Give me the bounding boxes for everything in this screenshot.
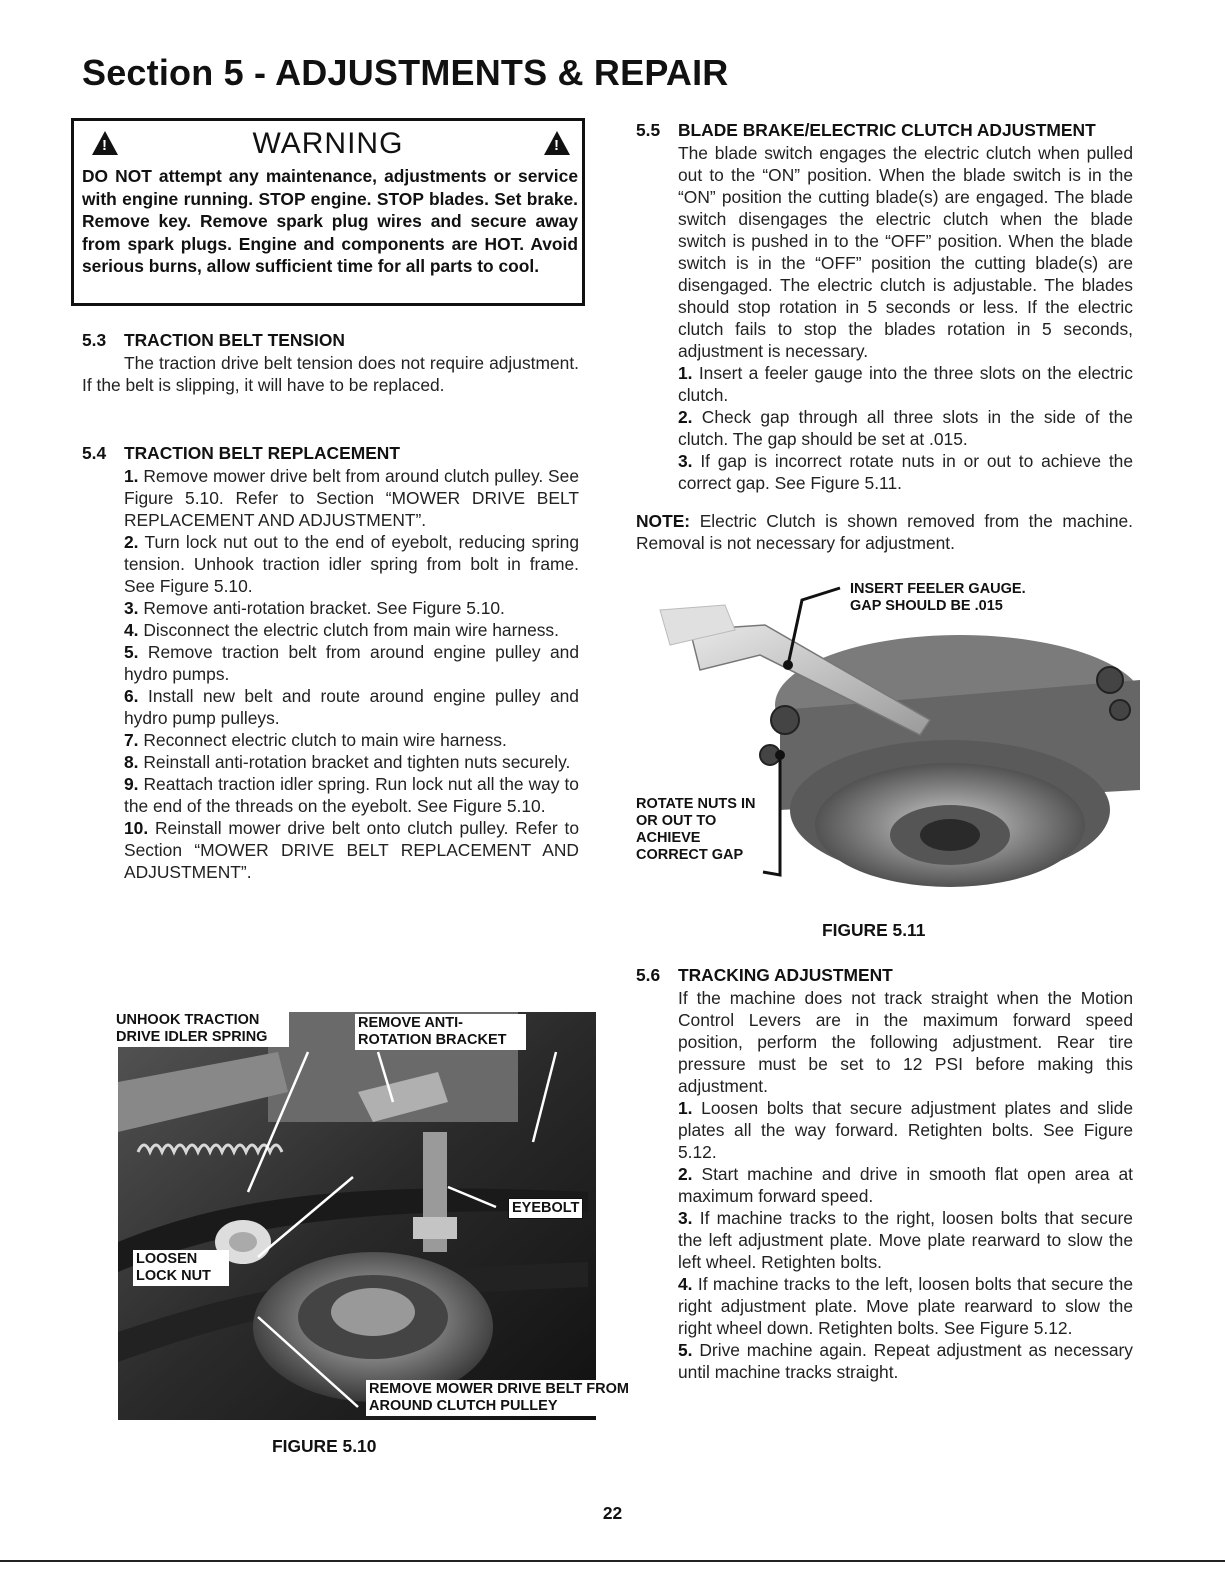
callout-rotate-nuts: ROTATE NUTS IN OR OUT TO ACHIEVE CORRECT GAP: [633, 795, 764, 865]
note: NOTE: Electric Clutch is shown removed from the machine. Removal is not necessary for adjustment.: [636, 511, 1133, 553]
warning-box: [71, 118, 585, 306]
page-number: 22: [602, 1503, 623, 1523]
step: 1. Insert a feeler gauge into the three slots on the electric clutch.: [678, 363, 1133, 405]
page-title: Section 5 - ADJUSTMENTS & REPAIR: [82, 52, 729, 93]
step: 3. If gap is incorrect rotate nuts in or out to achieve the correct gap. See Figure 5.11.: [678, 451, 1133, 493]
section-5-4-heading: 5.4 TRACTION BELT REPLACEMENT: [82, 443, 400, 463]
step: 1. Remove mower drive belt from around clutch pulley. See Figure 5.10. Refer to Section “MOWER DRIVE BELT REPLACEMENT AND ADJUSTMENT”.: [124, 466, 579, 530]
section-5-4-steps: [124, 465, 579, 883]
callout-remove-bracket: REMOVE ANTI-ROTATION BRACKET: [355, 1014, 526, 1050]
step: 2. Check gap through all three slots in the side of the clutch. The gap should be set at .015.: [678, 407, 1133, 449]
section-5-6-heading: 5.6 TRACKING ADJUSTMENT: [636, 965, 893, 985]
warning-triangle-icon: !: [92, 131, 118, 155]
step: 1. Loosen bolts that secure adjustment plates and slide plates all the way forward. Retighten bolts. See Figure 5.12.: [678, 1098, 1133, 1162]
section-5-3-text: The traction drive belt tension does not require adjustment. If the belt is slipping, it will have to be replaced.: [82, 353, 579, 395]
step: 5. Drive machine again. Repeat adjustment as necessary until machine tracks straight.: [678, 1340, 1133, 1382]
warning-title: WARNING: [252, 127, 404, 160]
step: 10. Reinstall mower drive belt onto clutch pulley. Refer to Section “MOWER DRIVE BELT REPLACEMENT AND ADJUSTMENT”.: [124, 818, 579, 882]
callout-unhook-spring: UNHOOK TRACTION DRIVE IDLER SPRING: [113, 1011, 289, 1047]
step: 3. Remove anti-rotation bracket. See Figure 5.10.: [124, 598, 505, 618]
step: 6. Install new belt and route around engine pulley and hydro pump pulleys.: [124, 686, 579, 728]
section-5-3-heading: 5.3 TRACTION BELT TENSION: [82, 330, 345, 350]
step: 4. Disconnect the electric clutch from main wire harness.: [124, 620, 559, 640]
figure-5-11-caption: FIGURE 5.11: [822, 920, 926, 940]
step: 2. Start machine and drive in smooth flat open area at maximum forward speed.: [678, 1164, 1133, 1206]
bottom-rule: [0, 1560, 1225, 1562]
step: 8. Reinstall anti-rotation bracket and tighten nuts securely.: [124, 752, 571, 772]
figure-5-10-caption: FIGURE 5.10: [272, 1436, 377, 1456]
step: 5. Remove traction belt from around engine pulley and hydro pumps.: [124, 642, 579, 684]
callout-loosen-lock-nut: LOOSEN LOCK NUT: [133, 1250, 229, 1286]
step: 7. Reconnect electric clutch to main wire harness.: [124, 730, 507, 750]
step: 3. If machine tracks to the right, loosen bolts that secure the left adjustment plate. Move plate rearward to slow the left wheel. Retighten bolts.: [678, 1208, 1133, 1272]
section-5-5-text: The blade switch engages the electric clutch when pulled out to the “ON” position. When the blade switch is in the “ON” position the cutting blade(s) are engaged. The blade switch disengages the electric clutch when the blade switch is pushed in to the “OFF” position. When the blade switch is in the “OFF” position the cutting blade(s) are disengaged. The electric clutch is adjustable. The blades should stop rotation in 5 seconds or less. If the electric clutch fails to stop the blades rotation in 5 seconds, adjustment is necessary. 1. Insert a feeler gauge into the three slots on the electric clutch. 2. Check gap through all three slots in the side of the clutch. The gap should be set at .015. 3. If gap is incorrect rotate nuts in or out to achieve the correct gap. See Figure 5.11.: [678, 143, 1133, 493]
step: 9. Reattach traction idler spring. Run lock nut all the way to the end of the threads on the eyebolt. See Figure 5.10.: [124, 774, 579, 816]
warning-text: DO NOT attempt any maintenance, adjustments or service with engine running. STOP engine. STOP blades. Set brake. Remove key. Remove spark plug wires and secure away from spark plugs. Engine and components are HOT. Avoid serious burns, allow sufficient time for all parts to cool.: [82, 166, 578, 276]
step: 2. Turn lock nut out to the end of eyebolt, reducing spring tension. Unhook traction idler spring from bolt in frame. See Figure 5.10.: [124, 532, 579, 596]
section-5-5-heading: 5.5 BLADE BRAKE/ELECTRIC CLUTCH ADJUSTMENT: [636, 120, 1096, 140]
section-5-6-text: If the machine does not track straight when the Motion Control Levers are in the maximum forward speed position, perform the following adjustment. Rear tire pressure must be set to 12 PSI before making this adjustment. 1. Loosen bolts that secure adjustment plates and slide plates all the way forward. Retighten bolts. See Figure 5.12. 2. Start machine and drive in smooth flat open area at maximum forward speed. 3. If machine tracks to the right, loosen bolts that secure the left adjustment plate. Move plate rearward to slow the left wheel. Retighten bolts. 4. If machine tracks to the left, loosen bolts that secure the right adjustment plate. Move plate rearward to slow the right wheel down. Retighten bolts. See Figure 5.12. 5. Drive machine again. Repeat adjustment as necessary until machine tracks straight.: [678, 988, 1133, 1382]
step: 4. If machine tracks to the left, loosen bolts that secure the right adjustment plate. Move plate rearward to slow the right wheel down. Retighten bolts. See Figure 5.12.: [678, 1274, 1133, 1338]
warning-triangle-icon: !: [544, 131, 570, 155]
callout-remove-belt: REMOVE MOWER DRIVE BELT FROM AROUND CLUTCH PULLEY: [366, 1380, 634, 1416]
callout-eyebolt: EYEBOLT: [508, 1198, 583, 1219]
callout-insert-feeler-gauge: INSERT FEELER GAUGE. GAP SHOULD BE .015: [847, 580, 1053, 616]
